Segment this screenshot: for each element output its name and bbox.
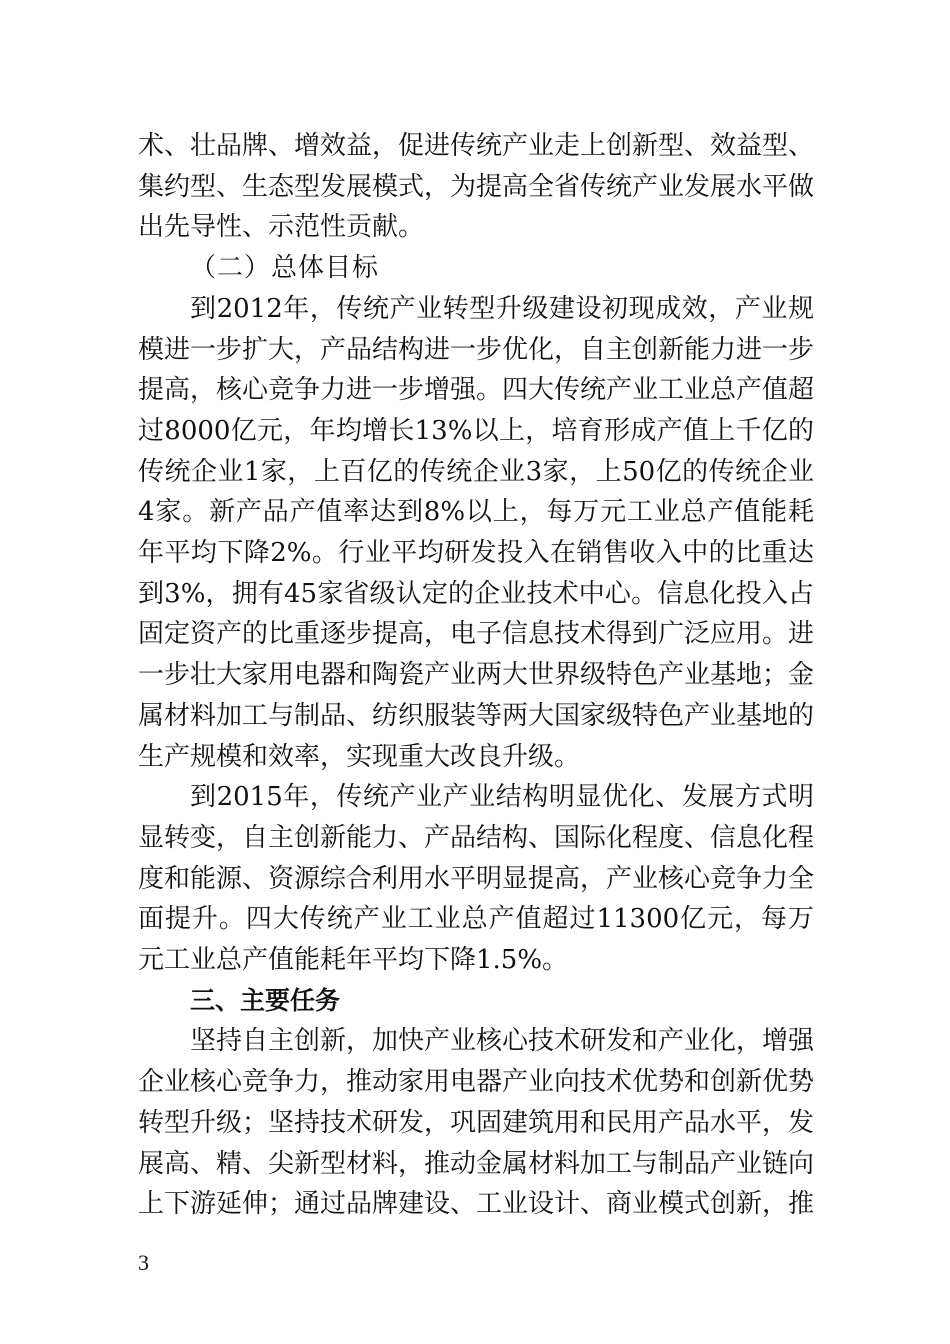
page-number: 3 [138, 1250, 149, 1275]
paragraph-continuation: 术、壮品牌、增效益，促进传统产业走上创新型、效益型、集约型、生态型发展模式，为提高全省传统产业发展水平做出先导性、示范性贡献。 [138, 131, 815, 243]
paragraph-goals-2015: 到2015年，传统产业产业结构明显优化、发展方式明显转变，自主创新能力、产品结构、国际化程度、信息化程度和能源、资源综合利用水平明显提高，产业核心竞争力全面提升。四大传统产业工业总产值超过11300亿元，每万元工业总产值能耗年平均下降1.5%。 [138, 782, 815, 976]
paragraph-main-tasks: 坚持自主创新，加快产业核心技术研发和产业化，增强企业核心竞争力，推动家用电器产业向技术优势和创新优势转型升级；坚持技术研发，巩固建筑用和民用产品水平，发展高、精、尖新型材料，推动金属材料加工与制品产业链向上下游延伸；通过品牌建设、工业设计、商业模式创新，推 [138, 1026, 815, 1220]
paragraph-goals-2012: 到2012年，传统产业转型升级建设初现成效，产业规模进一步扩大，产品结构进一步优化，自主创新能力进一步提高，核心竞争力进一步增强。四大传统产业工业总产值超过8000亿元，年均增长13%以上，培育形成产值上千亿的传统企业1家，上百亿的传统企业3家，上50亿的传统企业4家。新产品产值率达到8%以上，每万元工业总产值能耗年平均下降2%。行业平均研发投入在销售收入中的比重达到3%，拥有45家省级认定的企业技术中心。信息化投入占固定资产的比重逐步提高，电子信息技术得到广泛应用。进一步壮大家用电器和陶瓷产业两大世界级特色产业基地；金属材料加工与制品、纺织服装等两大国家级特色产业基地的生产规模和效率，实现重大改良升级。 [138, 293, 815, 772]
section-title-main-tasks: 三、主要任务 [190, 985, 341, 1015]
subheading-overall-goals: （二）总体目标 [190, 253, 380, 284]
document-body [138, 126, 814, 1225]
